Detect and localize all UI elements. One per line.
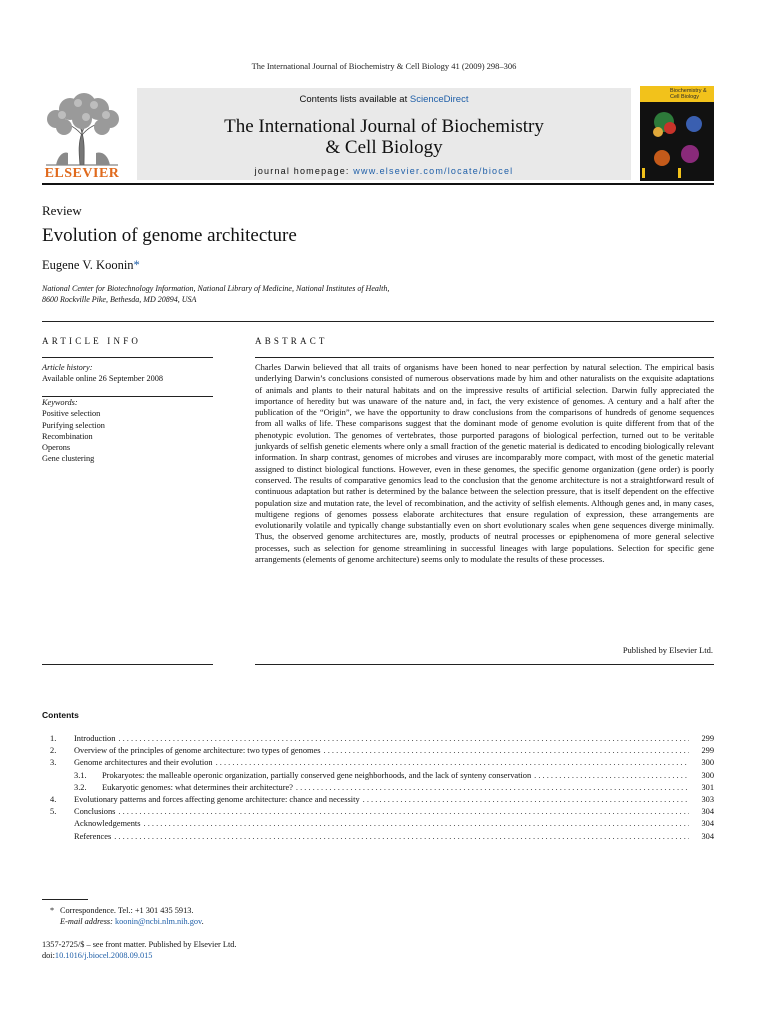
toc-item[interactable]: References . . . 304 <box>50 831 714 843</box>
header-rule <box>42 321 714 322</box>
toc-item[interactable]: 1. Introduction . . . 299 <box>50 733 714 745</box>
footnote: * Correspondence. Tel.: +1 301 435 5913. E-mail address: koonin@ncbi.nlm.nih.gov. <box>50 906 204 926</box>
masthead-rule <box>42 183 714 185</box>
article-title: Evolution of genome architecture <box>42 225 297 246</box>
contents-heading: Contents <box>42 710 79 720</box>
journal-homepage: journal homepage: www.elsevier.com/locate/biocel <box>254 166 514 176</box>
history-value: Available online 26 September 2008 <box>42 374 164 384</box>
keyword: Positive selection <box>42 409 101 419</box>
history-label: Article history: <box>42 363 93 372</box>
keyword: Purifying selection <box>42 420 105 430</box>
keywords-label: Keywords: <box>42 398 78 407</box>
abstract-rule <box>255 357 714 358</box>
keyword: Operons <box>42 443 71 453</box>
article-info-end-rule <box>42 664 213 665</box>
article-info-rule <box>42 357 213 358</box>
table-of-contents <box>50 733 714 843</box>
cover-image <box>640 102 714 181</box>
toc-subitem[interactable]: 3.1. Prokaryotes: the malleable operonic organization, partially conserved gene neighborhoods, and the lack of synteny conservation . . . 300 <box>50 770 714 782</box>
toc-item[interactable]: 4. Evolutionary patterns and forces affecting genome architecture: chance and necessity . . . 303 <box>50 794 714 806</box>
homepage-link[interactable]: www.elsevier.com/locate/biocel <box>353 166 514 176</box>
article-info-block <box>42 362 213 385</box>
correspondence-line: Correspondence. Tel.: +1 301 435 5913. <box>60 906 194 915</box>
abstract-text: Charles Darwin believed that all traits of organisms have been honed to near perfection by natural selection. The empirical basis underlying Darwin’s conclusions consisted of numerous observations made by him and other naturalists on the exquisite adaptations of animals and plants to their natural habitats and on the impressive results of artificial selection. Darwin fully appreciated the importance of heredity but was unaware of the nature and, in fact, the very existence of genomes. A century and a half after the publication of the “Origin”, we have the opportunity to draw conclusions from the comparisons of hundreds of genome sequences from all walks of life. These comparisons suggest that the dominant mode of genome evolution is quite different from that of the phenotypic evolution. The genomes of vertebrates, those purported paragons of biological perfection, turned out to be veritable junkyards of selfish genetic elements where only a small fraction of the genetic material is dedicated to encoding biologically relevant information. In sharp contrast, genomes of microbes and viruses are incomparably more compact, with most of the genetic material assigned to distinct biological functions. However, even in these genomes, the specific genome organization (gene order) is poorly conserved. The results of comparative genomics lead to the conclusion that the genome architecture is not a straightforward result of continuous adaptation but rather is determined by the balance between the selection pressure, that is itself dependent on the effective population size and mutation rate, the level of recombination, and the activity of selfish elements. Although genes and, in many cases, multigene regions of genomes possess elaborate architectures that ensure regulation of expression, these arrangements are evolutionarily volatile and typically change substantially even on short evolutionary scales when gene sequences diverge minimally. Thus, the observed genome architectures are, mostly, products of neutral processes or epiphenomena of more general selective processes, such as selection for genome streamlining in successful lineages with large populations. Selection for specific gene arrangements (elements of genome architecture) seems only to modulate the results of these processes. <box>255 362 714 565</box>
author-affiliation: National Center for Biotechnology Information, National Library of Medicine, National Institutes of Health, 8600 Rockville Pike, Bethesda, MD 20894, USA <box>42 284 390 304</box>
keywords-block <box>42 397 213 465</box>
toc-item[interactable]: Acknowledgements . . . 304 <box>50 818 714 830</box>
toc-item[interactable]: 3. Genome architectures and their evolution . . . 300 <box>50 757 714 769</box>
author-email-link[interactable]: koonin@ncbi.nlm.nih.gov <box>115 916 202 926</box>
sciencedirect-link[interactable]: ScienceDirect <box>409 94 469 105</box>
issn-line: 1357-2725/$ – see front matter. Published by Elsevier Ltd. <box>42 940 237 949</box>
author-name: Eugene V. Koonin* <box>42 258 140 272</box>
toc-item[interactable]: 5. Conclusions . . . 304 <box>50 806 714 818</box>
abstract-end-rule <box>255 664 714 665</box>
toc-subitem[interactable]: 3.2. Eukaryotic genomes: what determines their architecture? . . . 301 <box>50 782 714 794</box>
elsevier-wordmark: ELSEVIER <box>44 166 120 181</box>
keyword: Gene clustering <box>42 454 95 464</box>
section-label: Review <box>42 203 82 218</box>
abstract-heading: ABSTRACT <box>255 336 328 346</box>
keyword: Recombination <box>42 431 93 441</box>
published-by: Published by Elsevier Ltd. <box>622 645 713 655</box>
running-header: The International Journal of Biochemistry & Cell Biology 41 (2009) 298–306 <box>251 61 517 71</box>
footnote-rule <box>42 899 88 900</box>
author-footnote-mark[interactable]: * <box>133 258 140 272</box>
journal-cover-title: Biochemistry & Cell Biology <box>670 88 707 100</box>
front-matter-info: 1357-2725/$ – see front matter. Published by Elsevier Ltd. doi:10.1016/j.biocel.2008.09.015 <box>42 940 237 960</box>
doi-link[interactable]: 10.1016/j.biocel.2008.09.015 <box>54 950 153 960</box>
article-info-heading: ARTICLE INFO <box>42 336 142 346</box>
contents-lists-line: Contents lists available at ScienceDirect <box>299 94 469 105</box>
toc-item[interactable]: 2. Overview of the principles of genome architecture: two types of genomes . . . 299 <box>50 745 714 757</box>
journal-title: The International Journal of Biochemistry & Cell Biology <box>224 116 544 158</box>
